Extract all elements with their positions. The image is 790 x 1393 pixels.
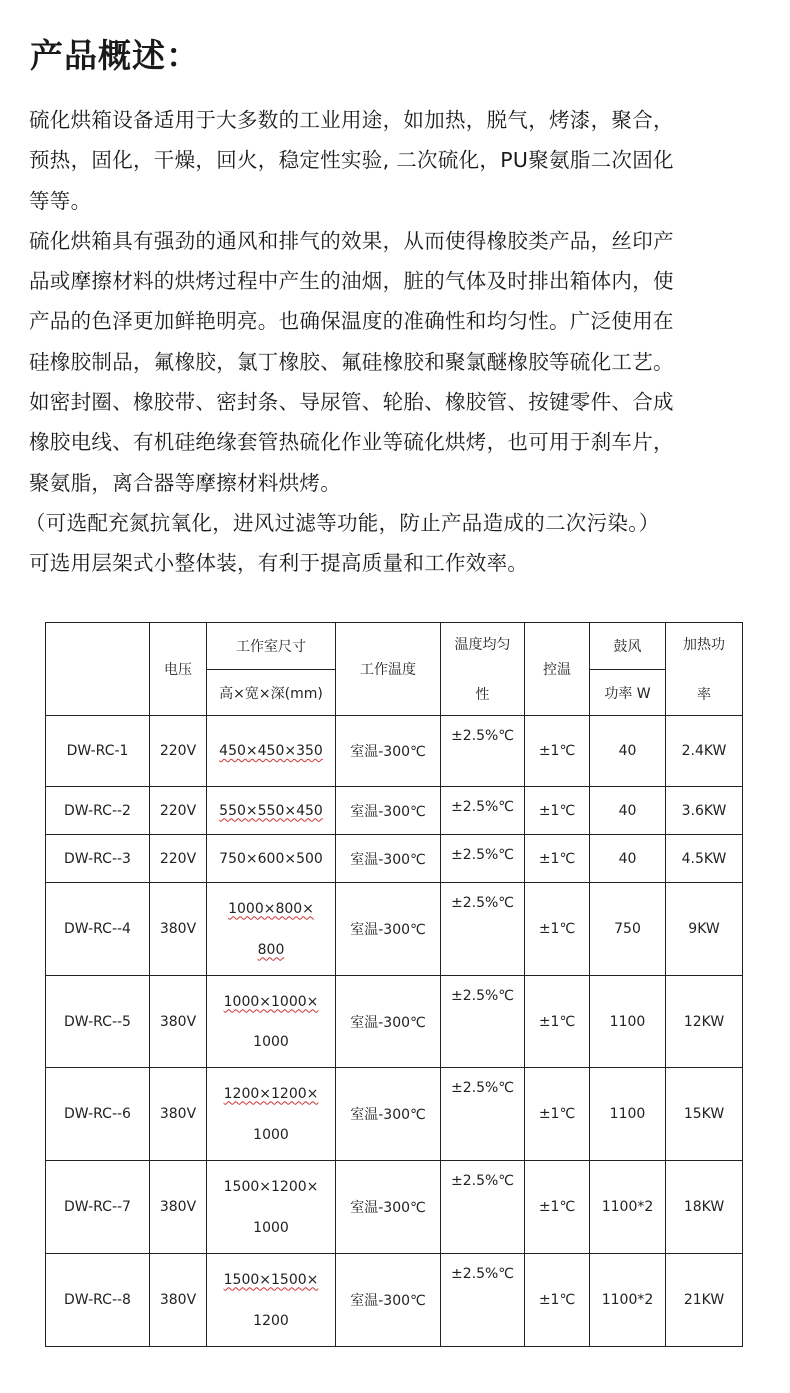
chamber-size-cell [207,1161,336,1254]
uniformity-cell [441,976,525,1068]
fan-power-cell: 1100*2 [590,1161,666,1254]
temp-control-cell: ±1℃ [525,1068,590,1161]
header-temp-control: 控温 [525,623,590,716]
temp-control-cell: ±1℃ [525,835,590,883]
fan-power-cell: 1100*2 [590,1254,666,1347]
uniformity-cell [441,1068,525,1161]
chamber-size-cell [207,716,336,787]
intro-paragraphs [25,100,764,584]
work-temp-cell: 室温-300℃ [336,716,441,787]
chamber-size-cell [207,835,336,883]
fan-power-cell: 40 [590,716,666,787]
table-row [46,716,743,787]
intro-line: 等等。 [29,188,92,213]
header-chamber-size-unit: 高×宽×深(mm) [207,670,336,716]
header-fan: 鼓风 [590,623,666,670]
chamber-size-cell [207,1068,336,1161]
model-cell: DW-RC-1 [46,716,150,787]
uniformity-cell [441,716,525,787]
chamber-size-cell [207,1254,336,1347]
header-fan-unit: 功率 W [590,670,666,716]
model-cell: DW-RC--3 [46,835,150,883]
header-model-cell [46,623,150,716]
uniformity-value: ±2.5%℃ [450,799,515,815]
temp-control-cell: ±1℃ [525,787,590,835]
header-uniformity-bottom: 性 [475,687,490,703]
voltage-cell: 380V [150,883,207,976]
table-row [46,976,743,1068]
uniformity-value: ±2.5%℃ [450,1173,515,1189]
heating-power-cell: 3.6KW [666,787,743,835]
work-temp-cell: 室温-300℃ [336,1161,441,1254]
fan-power-cell: 1100 [590,976,666,1068]
chamber-size-line-1: 1000×1000× [223,993,319,1010]
chamber-size-value: 750×600×500 [219,850,323,867]
table-row [46,787,743,835]
table-row [46,1254,743,1347]
header-heating [666,623,743,716]
header-voltage: 电压 [150,623,207,716]
chamber-size-line-2: 1000 [253,1033,289,1050]
uniformity-value: ±2.5%℃ [450,1266,515,1282]
work-temp-cell: 室温-300℃ [336,883,441,976]
work-temp-cell: 室温-300℃ [336,1068,441,1161]
temp-control-cell: ±1℃ [525,1254,590,1347]
fan-power-cell: 750 [590,883,666,976]
intro-line: 硫化烘箱具有强劲的通风和排气的效果，从而使得橡胶类产品，丝印产 [29,228,674,253]
heating-power-cell: 21KW [666,1254,743,1347]
heating-power-cell: 4.5KW [666,835,743,883]
header-uniformity-top: 温度均匀 [454,637,511,653]
fan-power-cell: 1100 [590,1068,666,1161]
model-cell: DW-RC--7 [46,1161,150,1254]
voltage-cell: 220V [150,787,207,835]
uniformity-value: ±2.5%℃ [450,988,515,1004]
fan-power-cell: 40 [590,787,666,835]
model-cell: DW-RC--2 [46,787,150,835]
uniformity-cell [441,1161,525,1254]
spec-table [45,622,743,1347]
voltage-cell: 380V [150,1068,207,1161]
intro-line: （可选配充氮抗氧化，进风过滤等功能，防止产品造成的二次污染。） [25,510,660,535]
voltage-cell: 220V [150,716,207,787]
chamber-size-line-2: 800 [257,941,285,958]
temp-control-cell: ±1℃ [525,883,590,976]
chamber-size-line-2: 1000 [253,1126,289,1143]
chamber-size-line-2: 1200 [253,1312,289,1329]
page-title: 产品概述： [30,36,200,75]
voltage-cell: 380V [150,1254,207,1347]
heating-power-cell: 9KW [666,883,743,976]
header-heating-top: 加热功 [683,637,725,653]
table-row [46,835,743,883]
voltage-cell: 380V [150,1161,207,1254]
intro-line: 橡胶电线、有机硅绝缘套管热硫化作业等硫化烘烤，也可用于刹车片， [29,430,674,455]
intro-line: 硅橡胶制品，氟橡胶，氯丁橡胶、氟硅橡胶和聚氯醚橡胶等硫化工艺。 [29,349,674,374]
table-row [46,1161,743,1254]
uniformity-value: ±2.5%℃ [450,895,515,911]
chamber-size-line-2: 1000 [253,1219,289,1236]
intro-line: 产品的色泽更加鲜艳明亮。也确保温度的准确性和均匀性。广泛使用在 [29,309,674,334]
intro-line: 品或摩擦材料的烘烤过程中产生的油烟，脏的气体及时排出箱体内，使 [29,269,674,294]
table-row [46,1068,743,1161]
table-row [46,883,743,976]
chamber-size-line-1: 1500×1500× [223,1271,319,1288]
work-temp-cell: 室温-300℃ [336,1254,441,1347]
temp-control-cell: ±1℃ [525,716,590,787]
model-cell: DW-RC--8 [46,1254,150,1347]
chamber-size-line-1: 1000×800× [228,900,314,917]
chamber-size-value: 550×550×450 [219,802,323,819]
uniformity-value: ±2.5%℃ [450,1080,515,1096]
uniformity-cell [441,883,525,976]
work-temp-cell: 室温-300℃ [336,787,441,835]
heating-power-cell: 18KW [666,1161,743,1254]
chamber-size-cell [207,883,336,976]
chamber-size-cell [207,976,336,1068]
chamber-size-value: 450×450×350 [219,743,323,759]
model-cell: DW-RC--4 [46,883,150,976]
voltage-cell: 380V [150,976,207,1068]
chamber-size-line-1: 1500×1200× [223,1178,319,1195]
temp-control-cell: ±1℃ [525,1161,590,1254]
model-cell: DW-RC--5 [46,976,150,1068]
temp-control-cell: ±1℃ [525,976,590,1068]
header-heating-bottom: 率 [697,687,711,703]
work-temp-cell: 室温-300℃ [336,835,441,883]
uniformity-value: ±2.5%℃ [450,847,515,863]
intro-line: 可选用层架式小整体装，有利于提高质量和工作效率。 [29,551,529,576]
table-header-row [46,623,743,670]
heating-power-cell: 15KW [666,1068,743,1161]
intro-line: 预热，固化，干燥，回火，稳定性实验, 二次硫化，PU聚氨脂二次固化 [29,148,674,173]
intro-line: 聚氨脂，离合器等摩擦材料烘烤。 [29,470,341,495]
uniformity-value: ±2.5%℃ [450,728,515,744]
header-work-temp: 工作温度 [336,623,441,716]
heating-power-cell: 12KW [666,976,743,1068]
voltage-cell: 220V [150,835,207,883]
uniformity-cell [441,787,525,835]
model-cell: DW-RC--6 [46,1068,150,1161]
heating-power-cell: 2.4KW [666,716,743,787]
header-chamber-size: 工作室尺寸 [207,623,336,670]
work-temp-cell: 室温-300℃ [336,976,441,1068]
uniformity-cell [441,835,525,883]
chamber-size-line-1: 1200×1200× [223,1085,319,1102]
header-uniformity [441,623,525,716]
intro-line: 硫化烘箱设备适用于大多数的工业用途，如加热，脱气，烤漆，聚合， [29,108,674,132]
intro-line: 如密封圈、橡胶带、密封条、导尿管、轮胎、橡胶管、按键零件、合成 [29,390,674,415]
chamber-size-cell [207,787,336,835]
fan-power-cell: 40 [590,835,666,883]
uniformity-cell [441,1254,525,1347]
